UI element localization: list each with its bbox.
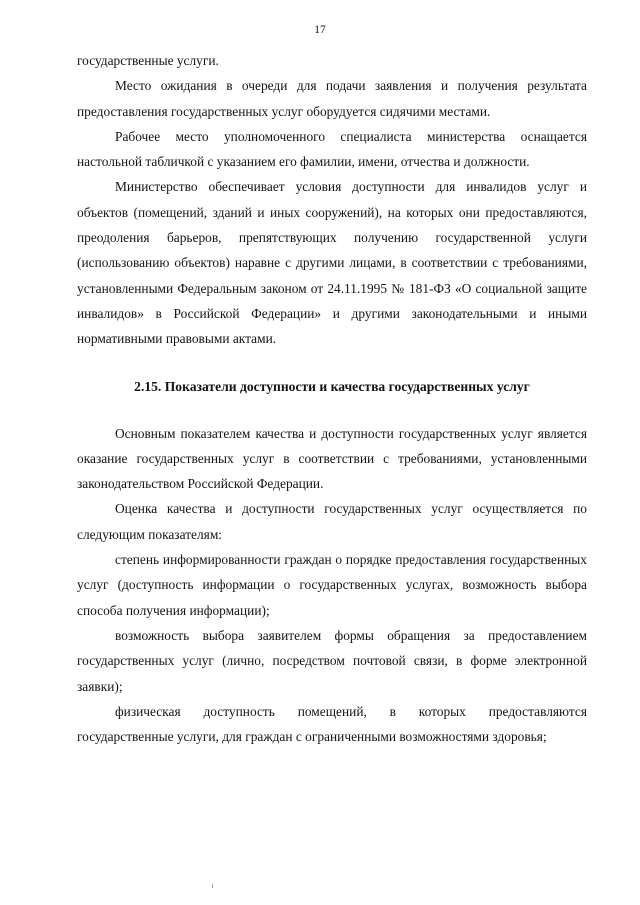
paragraph-continuation: государственные услуги. — [77, 53, 219, 68]
list-item-informedness: степень информированности граждан о порядке предоставления государственных услуг (доступность информации о государственных услугах, возможность выбора способа получения информации); — [77, 552, 587, 618]
paragraph-workplace: Рабочее место уполномоченного специалиста министерства оснащается настольной табличкой с указанием его фамилии, имени, отчества и должности. — [77, 128, 587, 170]
paragraph-main-indicator: Основным показателем качества и доступности государственных услуг является оказание государственных услуг в соответствии с требованиями, установленными законодательством Российской Федерации. — [77, 425, 587, 492]
section-heading: 2.15. Показатели доступности и качества государственных услуг — [134, 378, 530, 394]
page-number: 17 — [314, 24, 326, 36]
paragraph-waiting-area: Место ожидания в очереди для подачи заявления и получения результата предоставления государственных услуг оборудуется сидячими местами. — [77, 78, 587, 119]
list-item-physical-access: физическая доступность помещений, в которых предоставляются государственные услуги, для граждан с ограниченными возможностями здоровья; — [77, 703, 587, 745]
document-body — [77, 48, 587, 749]
paragraph-assessment: Оценка качества и доступности государственных услуг осуществляется по следующим показателям: — [77, 501, 587, 542]
paragraph-accessibility: Министерство обеспечивает условия доступности для инвалидов услуг и объектов (помещений, зданий и иных сооружений), на которых они предоставляются, преодоления барьеров, препятствующих получению государственной услуги (использованию объектов) наравне с другими лицами, в соответствии с требованиями, установленными Федеральным законом от 24.11.1995 № 181-ФЗ «О социальной защите инвалидов» в Российской Федерации» и другими законодательными и иными нормативными правовыми актами. — [77, 179, 587, 347]
list-item-appeal-form: возможность выбора заявителем формы обращения за предоставлением государственных услуг (лично, посредством почтовой связи, в форме электронной заявки); — [77, 627, 587, 694]
scan-artifact-mark — [212, 884, 213, 888]
